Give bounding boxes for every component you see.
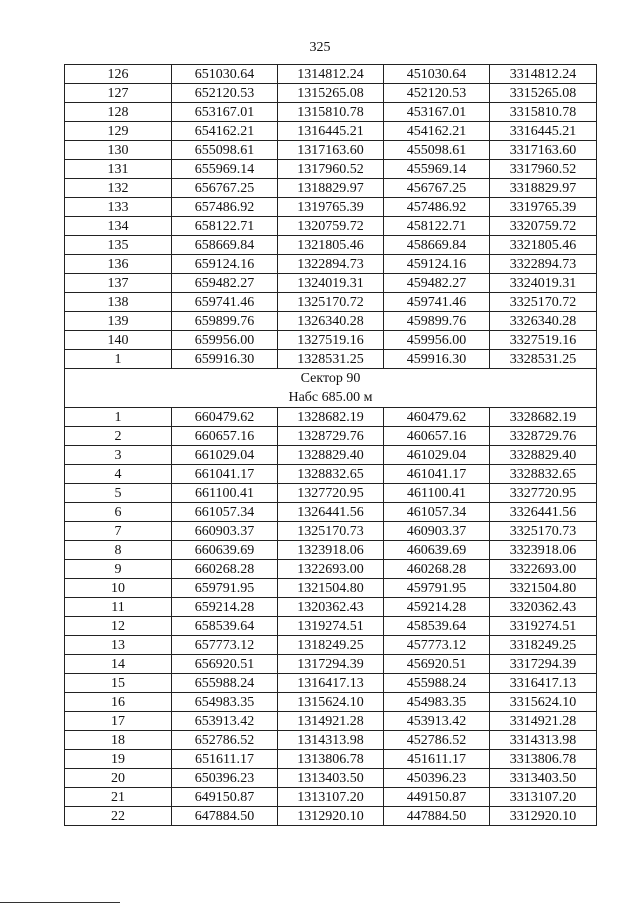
sector-height: Набс 685.00 м (288, 390, 373, 405)
coordinate-cell: 3322693.00 (490, 560, 597, 579)
coordinate-cell: 1327720.95 (278, 484, 384, 503)
coordinate-cell: 647884.50 (172, 807, 278, 826)
coordinate-cell: 659214.28 (172, 598, 278, 617)
coordinate-cell: 660903.37 (172, 522, 278, 541)
point-number-cell: 138 (65, 293, 172, 312)
table-row (65, 636, 597, 655)
coordinate-cell: 659956.00 (172, 331, 278, 350)
coordinate-cell: 455988.24 (384, 674, 490, 693)
coordinate-cell: 1328531.25 (278, 350, 384, 369)
coordinate-cell: 1328682.19 (278, 408, 384, 427)
coordinate-cell: 3313403.50 (490, 769, 597, 788)
point-number-cell: 2 (65, 427, 172, 446)
point-number-cell: 140 (65, 331, 172, 350)
coordinate-cell: 660657.16 (172, 427, 278, 446)
coordinate-cell: 1323918.06 (278, 541, 384, 560)
point-number-cell: 126 (65, 65, 172, 84)
coordinate-cell: 3317960.52 (490, 160, 597, 179)
point-number-cell: 128 (65, 103, 172, 122)
coordinate-cell: 1314812.24 (278, 65, 384, 84)
table-row (65, 750, 597, 769)
table-row (65, 712, 597, 731)
point-number-cell: 132 (65, 179, 172, 198)
coordinate-cell: 660639.69 (172, 541, 278, 560)
coordinate-cell: 1315810.78 (278, 103, 384, 122)
coordinate-cell: 660479.62 (172, 408, 278, 427)
point-number-cell: 135 (65, 236, 172, 255)
coordinate-cell: 456767.25 (384, 179, 490, 198)
coordinate-cell: 1325170.73 (278, 522, 384, 541)
table-row (65, 674, 597, 693)
point-number-cell: 12 (65, 617, 172, 636)
coordinate-cell: 459124.16 (384, 255, 490, 274)
coordinate-cell: 3319274.51 (490, 617, 597, 636)
coordinate-cell: 656767.25 (172, 179, 278, 198)
coordinate-cell: 459956.00 (384, 331, 490, 350)
point-number-cell: 131 (65, 160, 172, 179)
point-number-cell: 20 (65, 769, 172, 788)
coordinate-cell: 656920.51 (172, 655, 278, 674)
coordinate-cell: 459791.95 (384, 579, 490, 598)
coordinate-cell: 459214.28 (384, 598, 490, 617)
coordinate-cell: 461041.17 (384, 465, 490, 484)
point-number-cell: 5 (65, 484, 172, 503)
coordinate-cell: 3321504.80 (490, 579, 597, 598)
point-number-cell: 134 (65, 217, 172, 236)
point-number-cell: 137 (65, 274, 172, 293)
rows-after-sector (65, 408, 597, 826)
point-number-cell: 9 (65, 560, 172, 579)
coordinate-cell: 652786.52 (172, 731, 278, 750)
coordinate-cell: 460268.28 (384, 560, 490, 579)
coordinate-cell: 3318249.25 (490, 636, 597, 655)
coordinate-cell: 1312920.10 (278, 807, 384, 826)
coordinate-cell: 452786.52 (384, 731, 490, 750)
coordinate-cell: 1328829.40 (278, 446, 384, 465)
point-number-cell: 14 (65, 655, 172, 674)
coordinate-cell: 3327519.16 (490, 331, 597, 350)
coordinate-cell: 653913.42 (172, 712, 278, 731)
coordinate-cell: 1317960.52 (278, 160, 384, 179)
table-row (65, 503, 597, 522)
table-row (65, 274, 597, 293)
table-row (65, 331, 597, 350)
point-number-cell: 1 (65, 350, 172, 369)
coordinate-cell: 3317163.60 (490, 141, 597, 160)
coordinate-cell: 3325170.72 (490, 293, 597, 312)
coordinate-cell: 3314313.98 (490, 731, 597, 750)
coordinate-cell: 3320362.43 (490, 598, 597, 617)
coordinate-cell: 460657.16 (384, 427, 490, 446)
coordinate-cell: 654162.21 (172, 122, 278, 141)
coordinate-cell: 450396.23 (384, 769, 490, 788)
point-number-cell: 8 (65, 541, 172, 560)
table-row (65, 427, 597, 446)
coordinate-cell: 3322894.73 (490, 255, 597, 274)
coordinate-cell: 447884.50 (384, 807, 490, 826)
coordinate-cell: 655969.14 (172, 160, 278, 179)
coordinate-cell: 449150.87 (384, 788, 490, 807)
coordinate-cell: 1326441.56 (278, 503, 384, 522)
table-row (65, 598, 597, 617)
coordinate-cell: 659124.16 (172, 255, 278, 274)
coordinate-cell: 461029.04 (384, 446, 490, 465)
coordinate-cell: 458122.71 (384, 217, 490, 236)
coordinate-cell: 1320362.43 (278, 598, 384, 617)
coordinate-cell: 650396.23 (172, 769, 278, 788)
coordinate-cell: 458539.64 (384, 617, 490, 636)
point-number-cell: 10 (65, 579, 172, 598)
coordinate-cell: 3315624.10 (490, 693, 597, 712)
point-number-cell: 11 (65, 598, 172, 617)
sector-title: Сектор 90 (300, 371, 361, 386)
coordinate-cell: 3315810.78 (490, 103, 597, 122)
table-row (65, 293, 597, 312)
coordinate-cell: 655988.24 (172, 674, 278, 693)
coordinate-cell: 659899.76 (172, 312, 278, 331)
point-number-cell: 136 (65, 255, 172, 274)
coordinate-cell: 457486.92 (384, 198, 490, 217)
coordinate-cell: 1318249.25 (278, 636, 384, 655)
point-number-cell: 16 (65, 693, 172, 712)
coordinate-cell: 1321504.80 (278, 579, 384, 598)
table-row (65, 312, 597, 331)
coordinate-cell: 651611.17 (172, 750, 278, 769)
coordinate-cell: 651030.64 (172, 65, 278, 84)
table-row (65, 560, 597, 579)
coordinate-cell: 459899.76 (384, 312, 490, 331)
point-number-cell: 7 (65, 522, 172, 541)
point-number-cell: 4 (65, 465, 172, 484)
page-number: 325 (309, 40, 331, 55)
coordinate-cell: 1313107.20 (278, 788, 384, 807)
point-number-cell: 21 (65, 788, 172, 807)
footnote-divider (0, 902, 120, 903)
coordinate-cell: 1316445.21 (278, 122, 384, 141)
coordinate-cell: 456920.51 (384, 655, 490, 674)
coordinate-cell: 658539.64 (172, 617, 278, 636)
point-number-cell: 17 (65, 712, 172, 731)
point-number-cell: 3 (65, 446, 172, 465)
coordinate-cell: 453913.42 (384, 712, 490, 731)
coordinate-cell: 653167.01 (172, 103, 278, 122)
coordinate-cell: 659791.95 (172, 579, 278, 598)
coordinate-cell: 3328531.25 (490, 350, 597, 369)
point-number-cell: 139 (65, 312, 172, 331)
coordinate-cell: 1322693.00 (278, 560, 384, 579)
coordinate-cell: 460479.62 (384, 408, 490, 427)
coordinate-cell: 3328832.65 (490, 465, 597, 484)
coordinate-cell: 1316417.13 (278, 674, 384, 693)
table-row (65, 579, 597, 598)
coordinate-cell: 1313806.78 (278, 750, 384, 769)
coordinate-cell: 661100.41 (172, 484, 278, 503)
table-row (65, 541, 597, 560)
table-row (65, 522, 597, 541)
coordinate-cell: 657773.12 (172, 636, 278, 655)
coordinate-cell: 1314921.28 (278, 712, 384, 731)
coordinate-cell: 3328682.19 (490, 408, 597, 427)
table-row (65, 655, 597, 674)
table-row (65, 217, 597, 236)
coordinate-cell: 1313403.50 (278, 769, 384, 788)
table-row (65, 65, 597, 84)
coordinate-cell: 1315624.10 (278, 693, 384, 712)
coordinate-cell: 661041.17 (172, 465, 278, 484)
coordinate-cell: 1324019.31 (278, 274, 384, 293)
table-row (65, 122, 597, 141)
coordinate-cell: 455969.14 (384, 160, 490, 179)
coordinate-cell: 455098.61 (384, 141, 490, 160)
coordinate-cell: 3324019.31 (490, 274, 597, 293)
coordinate-cell: 652120.53 (172, 84, 278, 103)
table-row (65, 141, 597, 160)
coordinate-cell: 3315265.08 (490, 84, 597, 103)
point-number-cell: 129 (65, 122, 172, 141)
table-row (65, 408, 597, 427)
coordinate-cell: 3316445.21 (490, 122, 597, 141)
table-row (65, 465, 597, 484)
point-number-cell: 18 (65, 731, 172, 750)
table-row (65, 198, 597, 217)
coordinate-cell: 3319765.39 (490, 198, 597, 217)
table-row (65, 160, 597, 179)
table-row (65, 84, 597, 103)
coordinate-cell: 3328729.76 (490, 427, 597, 446)
coordinate-cell: 3325170.73 (490, 522, 597, 541)
coordinate-cell: 658122.71 (172, 217, 278, 236)
table-row (65, 788, 597, 807)
table-row (65, 484, 597, 503)
coordinate-cell: 661029.04 (172, 446, 278, 465)
coordinate-cell: 1314313.98 (278, 731, 384, 750)
table-row (65, 617, 597, 636)
coordinate-cell: 1317294.39 (278, 655, 384, 674)
table-row (65, 769, 597, 788)
coordinate-cell: 1328729.76 (278, 427, 384, 446)
coordinate-cell: 3316417.13 (490, 674, 597, 693)
coordinate-cell: 659482.27 (172, 274, 278, 293)
table-row (65, 103, 597, 122)
point-number-cell: 15 (65, 674, 172, 693)
sector-header-row (65, 369, 597, 408)
coordinate-cell: 1319765.39 (278, 198, 384, 217)
coordinate-cell: 657486.92 (172, 198, 278, 217)
coordinate-cell: 3318829.97 (490, 179, 597, 198)
coordinate-cell: 1322894.73 (278, 255, 384, 274)
coordinate-cell: 1315265.08 (278, 84, 384, 103)
coordinate-cell: 659741.46 (172, 293, 278, 312)
coordinate-cell: 3323918.06 (490, 541, 597, 560)
coordinate-cell: 451030.64 (384, 65, 490, 84)
table-row (65, 255, 597, 274)
sector-header-cell (65, 369, 597, 408)
coordinate-cell: 3314812.24 (490, 65, 597, 84)
coordinate-cell: 452120.53 (384, 84, 490, 103)
coordinate-cell: 459741.46 (384, 293, 490, 312)
coordinate-cell: 1328832.65 (278, 465, 384, 484)
coordinate-cell: 460903.37 (384, 522, 490, 541)
coordinate-cell: 454162.21 (384, 122, 490, 141)
coordinate-cell: 459916.30 (384, 350, 490, 369)
coordinate-cell: 1326340.28 (278, 312, 384, 331)
coordinate-cell: 3313806.78 (490, 750, 597, 769)
coordinate-cell: 454983.35 (384, 693, 490, 712)
coordinate-cell: 461057.34 (384, 503, 490, 522)
coordinate-cell: 1317163.60 (278, 141, 384, 160)
table-row (65, 807, 597, 826)
coordinate-cell: 3313107.20 (490, 788, 597, 807)
coordinate-cell: 649150.87 (172, 788, 278, 807)
coordinate-cell: 3326441.56 (490, 503, 597, 522)
coordinate-cell: 659916.30 (172, 350, 278, 369)
coordinate-cell: 1319274.51 (278, 617, 384, 636)
coordinate-cell: 3314921.28 (490, 712, 597, 731)
point-number-cell: 19 (65, 750, 172, 769)
table-row (65, 236, 597, 255)
coordinate-cell: 3328829.40 (490, 446, 597, 465)
coordinate-cell: 1318829.97 (278, 179, 384, 198)
point-number-cell: 6 (65, 503, 172, 522)
coordinate-cell: 661057.34 (172, 503, 278, 522)
point-number-cell: 22 (65, 807, 172, 826)
coordinate-cell: 458669.84 (384, 236, 490, 255)
coordinate-cell: 451611.17 (384, 750, 490, 769)
coordinate-cell: 1325170.72 (278, 293, 384, 312)
coordinate-cell: 459482.27 (384, 274, 490, 293)
coordinate-cell: 3321805.46 (490, 236, 597, 255)
coordinate-cell: 654983.35 (172, 693, 278, 712)
point-number-cell: 130 (65, 141, 172, 160)
point-number-cell: 133 (65, 198, 172, 217)
coordinate-cell: 1320759.72 (278, 217, 384, 236)
coordinate-cell: 1321805.46 (278, 236, 384, 255)
coordinate-cell: 3312920.10 (490, 807, 597, 826)
table-row (65, 179, 597, 198)
point-number-cell: 127 (65, 84, 172, 103)
coordinate-cell: 655098.61 (172, 141, 278, 160)
rows-before-sector (65, 65, 597, 369)
coordinates-table (64, 64, 597, 826)
coordinate-cell: 1327519.16 (278, 331, 384, 350)
coordinate-cell: 3320759.72 (490, 217, 597, 236)
sector-header-group (65, 369, 597, 408)
coordinate-cell: 3326340.28 (490, 312, 597, 331)
coordinate-cell: 3317294.39 (490, 655, 597, 674)
coordinate-cell: 3327720.95 (490, 484, 597, 503)
coordinate-cell: 660268.28 (172, 560, 278, 579)
table-row (65, 693, 597, 712)
coordinate-cell: 658669.84 (172, 236, 278, 255)
coordinate-cell: 460639.69 (384, 541, 490, 560)
table-row (65, 731, 597, 750)
point-number-cell: 1 (65, 408, 172, 427)
table-row (65, 446, 597, 465)
coordinate-cell: 453167.01 (384, 103, 490, 122)
coordinate-cell: 457773.12 (384, 636, 490, 655)
table-row (65, 350, 597, 369)
coordinate-cell: 461100.41 (384, 484, 490, 503)
point-number-cell: 13 (65, 636, 172, 655)
